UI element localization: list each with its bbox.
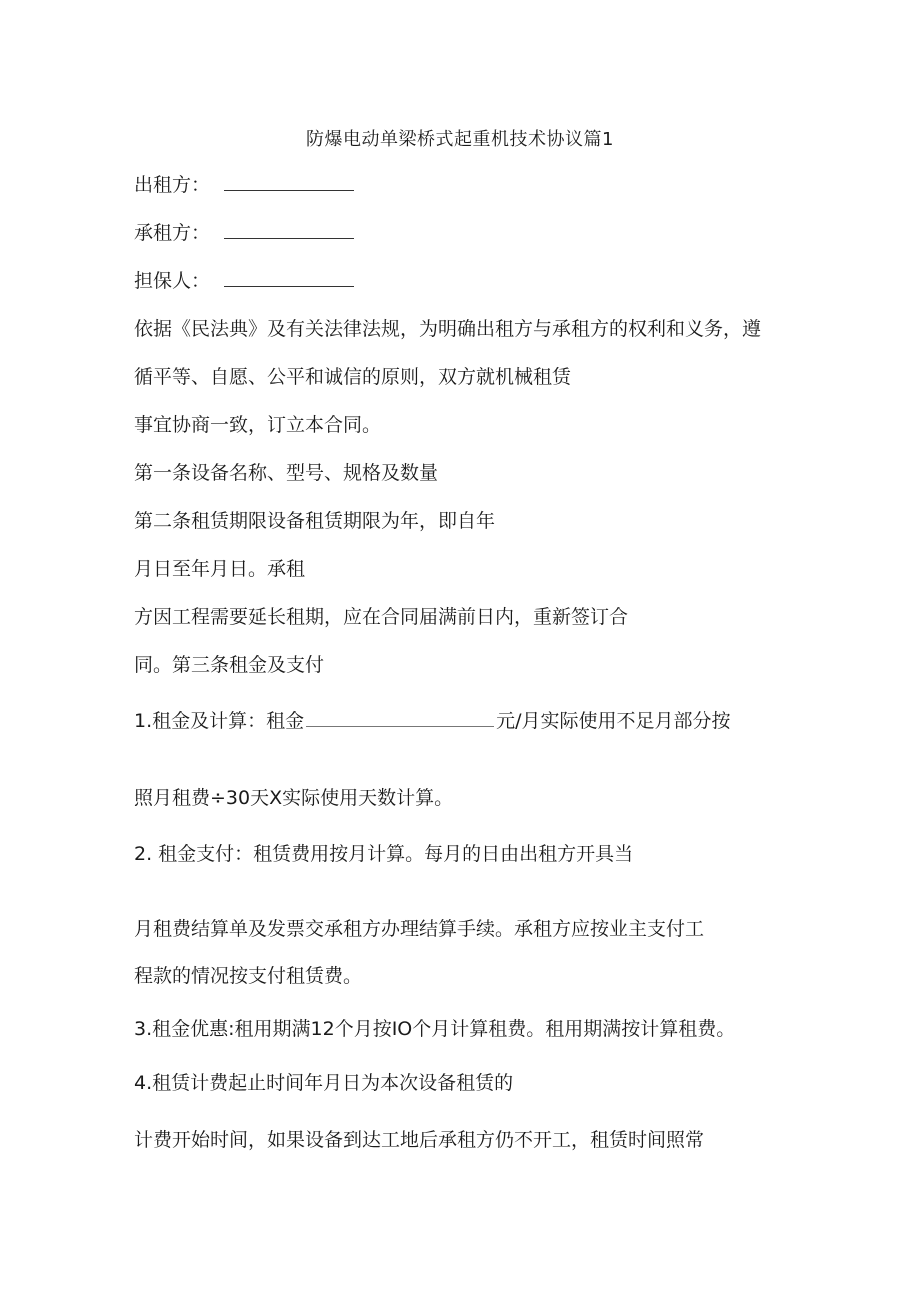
rent-calc-label: 1.租金及计算：租金 — [134, 710, 305, 732]
lessee-line — [134, 220, 354, 245]
paragraph-line: 循平等、自愿、公平和诚信的原则，双方就机械租赁 — [134, 366, 572, 388]
article-1-heading: 第一条设备名称、型号、规格及数量 — [134, 462, 439, 484]
paragraph-line: 月日至年月日。承租 — [134, 558, 306, 580]
rent-amount-blank — [306, 708, 494, 727]
rent-calc-rest: 元/月实际使用不足月部分按 — [496, 710, 731, 732]
guarantor-label: 担保人： — [134, 270, 211, 292]
document-title: 防爆电动单梁桥式起重机技术协议篇1 — [306, 129, 614, 150]
paragraph-line: 计费开始时间，如果设备到达工地后承租方仍不开工，租赁时间照常 — [134, 1129, 705, 1151]
rent-payment-line: 2. 租金支付：租赁费用按月计算。每月的日由出租方开具当 — [134, 843, 634, 865]
billing-period-line: 4.租赁计费起止时间年月日为本次设备租赁的 — [134, 1072, 514, 1094]
paragraph-line: 程款的情况按支付租赁费。 — [134, 965, 363, 987]
lessor-label: 出租方： — [134, 174, 211, 196]
guarantor-line — [134, 268, 354, 293]
paragraph-line: 事宜协商一致，订立本合同。 — [134, 414, 382, 436]
lessor-blank — [224, 172, 354, 191]
paragraph-line: 方因工程需要延长租期，应在合同届满前日内，重新签订合 — [134, 606, 629, 628]
lessee-blank — [224, 220, 354, 239]
rent-calculation-line — [134, 708, 731, 733]
lessee-label: 承租方： — [134, 222, 211, 244]
paragraph-line: 月租费结算单及发票交承租方办理结算手续。承租方应按业主支付工 — [134, 918, 705, 940]
rent-discount-line: 3.租金优惠:租用期满12个月按IO个月计算租费。租用期满按计算租费。 — [134, 1018, 736, 1040]
lessor-line — [134, 172, 354, 197]
article-3-line: 同。第三条租金及支付 — [134, 654, 325, 676]
paragraph-line: 照月租费÷30天X实际使用天数计算。 — [134, 787, 454, 809]
paragraph-line: 依据《民法典》及有关法律法规，为明确出租方与承租方的权利和义务，遵 — [134, 318, 762, 340]
article-2-line: 第二条租赁期限设备租赁期限为年，即自年 — [134, 510, 496, 532]
guarantor-blank — [224, 268, 354, 287]
